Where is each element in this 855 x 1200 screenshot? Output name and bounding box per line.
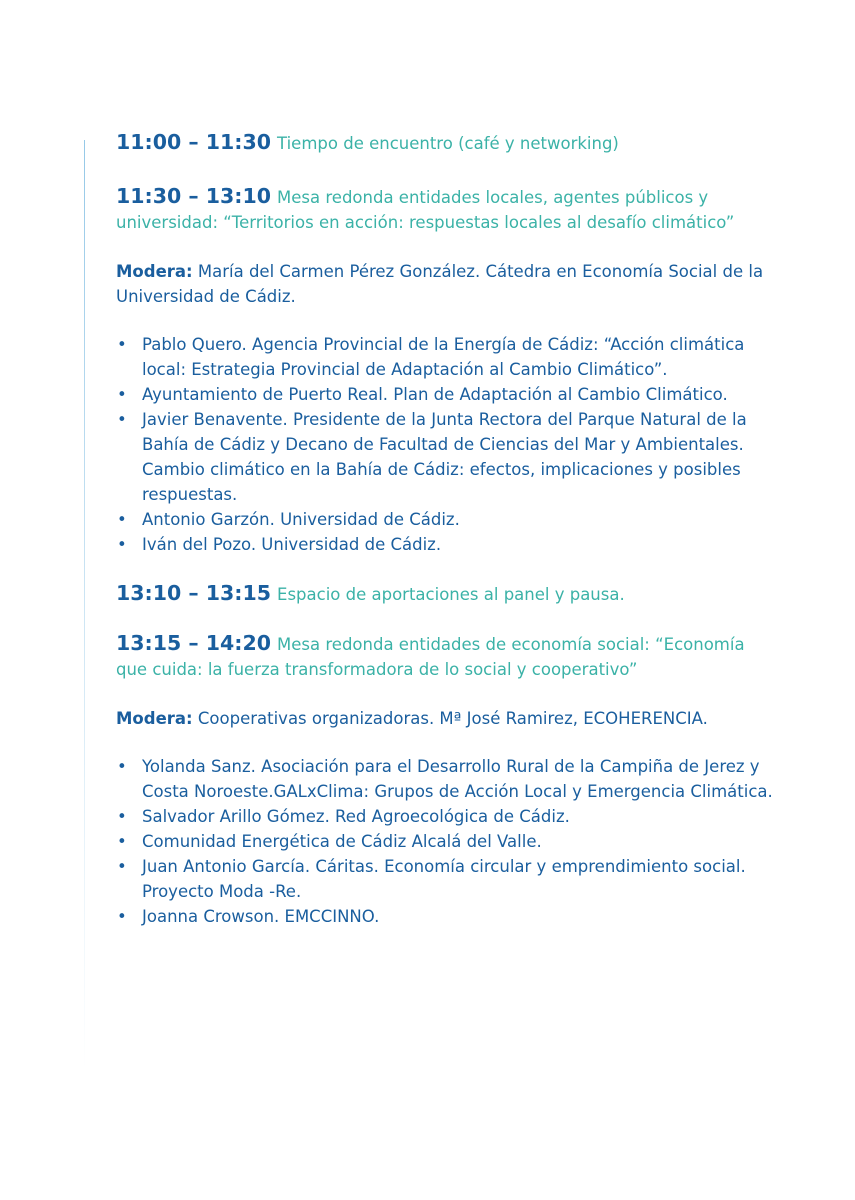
agenda-content xyxy=(116,130,776,929)
speaker-text: Comunidad Energética de Cádiz Alcalá del Valle. xyxy=(142,832,542,851)
speaker-text: Ayuntamiento de Puerto Real. Plan de Adaptación al Cambio Climático. xyxy=(142,385,728,404)
speaker-item xyxy=(116,804,776,829)
agenda-session-2 xyxy=(116,184,776,235)
speaker-item xyxy=(116,829,776,854)
speaker-list xyxy=(116,332,776,557)
speaker-list xyxy=(116,754,776,929)
bullet-icon: • xyxy=(117,335,127,354)
moderator-text: Cooperativas organizadoras. Mª José Ramirez, ECOHERENCIA. xyxy=(197,709,708,728)
moderator-line xyxy=(116,706,776,731)
session-title: Mesa redonda entidades locales, agentes públicos y universidad: “Territorios en acción: respuestas locales al desafío climático” xyxy=(116,188,735,232)
moderator-label: Modera: xyxy=(116,709,193,728)
moderator-label: Modera: xyxy=(116,262,193,281)
speaker-item xyxy=(116,407,776,507)
bullet-icon: • xyxy=(117,807,127,826)
speaker-item xyxy=(116,854,776,904)
session-title: Espacio de aportaciones al panel y pausa. xyxy=(277,585,625,604)
session-time: 11:00 – 11:30 xyxy=(116,130,272,154)
speaker-text: Javier Benavente. Presidente de la Junta Rectora del Parque Natural de la Bahía de Cádiz y Decano de Facultad de Ciencias del Mar y Ambientales. Cambio climático en la Bahía de Cádiz: efectos, implicaciones y posibles respuestas. xyxy=(142,410,747,504)
speaker-item xyxy=(116,904,776,929)
session-title: Tiempo de encuentro (café y networking) xyxy=(277,134,619,153)
session-time: 13:15 – 14:20 xyxy=(116,631,272,655)
speaker-text: Pablo Quero. Agencia Provincial de la Energía de Cádiz: “Acción climática local: Estrategia Provincial de Adaptación al Cambio Climático”. xyxy=(142,335,745,379)
speaker-text: Antonio Garzón. Universidad de Cádiz. xyxy=(142,510,460,529)
agenda-session-3 xyxy=(116,581,776,607)
bullet-icon: • xyxy=(117,832,127,851)
speaker-text: Salvador Arillo Gómez. Red Agroecológica de Cádiz. xyxy=(142,807,570,826)
speaker-item xyxy=(116,532,776,557)
agenda-session-4 xyxy=(116,631,776,682)
speaker-item xyxy=(116,754,776,804)
moderator-text: María del Carmen Pérez González. Cátedra en Economía Social de la Universidad de Cádiz. xyxy=(116,262,764,306)
bullet-icon: • xyxy=(117,757,127,776)
bullet-icon: • xyxy=(117,907,127,926)
moderator-line xyxy=(116,259,776,309)
left-margin-rule xyxy=(84,140,85,1070)
speaker-item xyxy=(116,332,776,382)
session-time: 11:30 – 13:10 xyxy=(116,184,272,208)
bullet-icon: • xyxy=(117,857,127,876)
speaker-item xyxy=(116,507,776,532)
speaker-text: Juan Antonio García. Cáritas. Economía circular y emprendimiento social. Proyecto Moda -Re. xyxy=(142,857,746,901)
session-title: Mesa redonda entidades de economía social: “Economía que cuida: la fuerza transformadora de lo social y cooperativo” xyxy=(116,635,745,679)
bullet-icon: • xyxy=(117,410,127,429)
speaker-item xyxy=(116,382,776,407)
bullet-icon: • xyxy=(117,535,127,554)
bullet-icon: • xyxy=(117,510,127,529)
bullet-icon: • xyxy=(117,385,127,404)
speaker-text: Yolanda Sanz. Asociación para el Desarrollo Rural de la Campiña de Jerez y Costa Noroeste.GALxClima: Grupos de Acción Local y Emergencia Climática. xyxy=(142,757,773,801)
agenda-session-1 xyxy=(116,130,776,156)
speaker-text: Iván del Pozo. Universidad de Cádiz. xyxy=(142,535,442,554)
session-time: 13:10 – 13:15 xyxy=(116,581,272,605)
speaker-text: Joanna Crowson. EMCCINNO. xyxy=(142,907,380,926)
